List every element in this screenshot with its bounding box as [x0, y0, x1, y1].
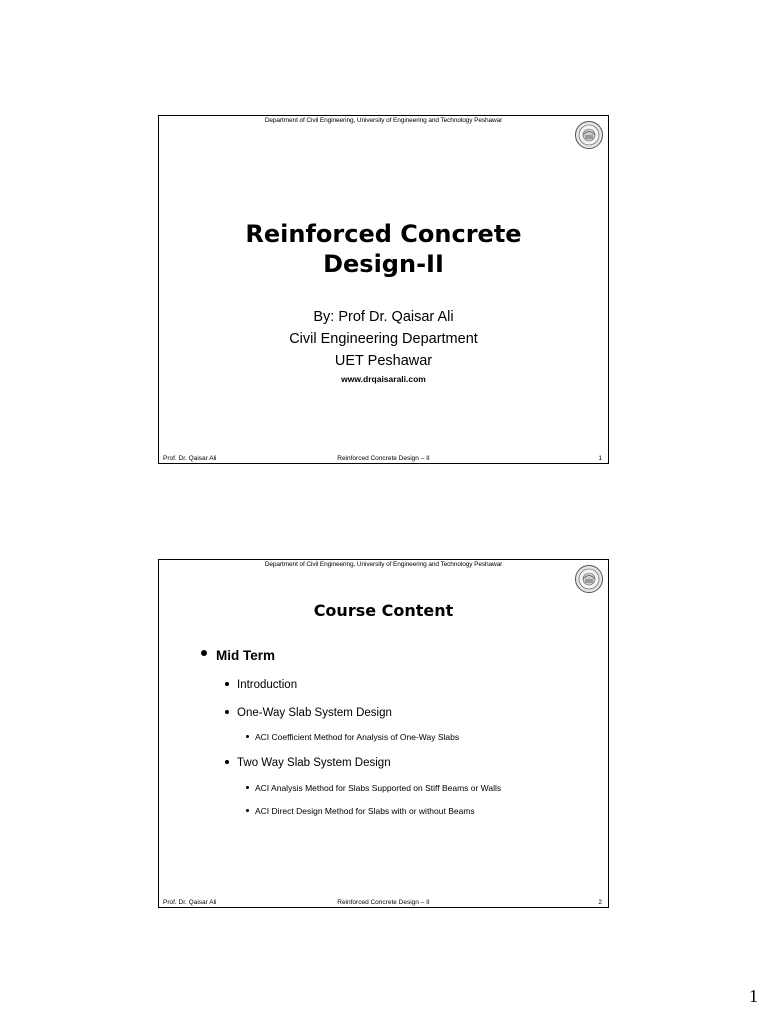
- page-number: 1: [749, 986, 758, 1006]
- university-seal-icon: [574, 564, 604, 594]
- author-department: Civil Engineering Department: [289, 331, 478, 347]
- list-item: One-Way Slab System Design: [225, 707, 392, 719]
- bullet-icon: [246, 809, 249, 812]
- footer-course: Reinforced Concrete Design – II: [337, 455, 430, 462]
- bullet-icon: [225, 710, 229, 714]
- bullet-icon: [225, 760, 229, 764]
- footer-author: Prof. Dr. Qaisar Ali: [163, 455, 217, 462]
- bullet-icon: [246, 735, 249, 738]
- author-block: [159, 306, 608, 372]
- author-name: By: Prof Dr. Qaisar Ali: [313, 309, 454, 325]
- footer-author: Prof. Dr. Qaisar Ali: [163, 899, 217, 906]
- list-item: Mid Term: [201, 648, 275, 663]
- slide-title: Reinforced Concrete Design-II: [245, 220, 522, 278]
- list-item: Introduction: [225, 679, 297, 691]
- list-item: ACI Direct Design Method for Slabs with or without Beams: [246, 806, 475, 816]
- list-item: Two Way Slab System Design: [225, 757, 391, 769]
- university-seal-icon: [574, 120, 604, 150]
- bullet-icon: [225, 682, 229, 686]
- bullet-icon: [246, 786, 249, 789]
- bullet-icon: [201, 650, 207, 656]
- website-text: www.drqaisarali.com: [341, 374, 426, 384]
- author-institution: UET Peshawar: [334, 353, 433, 369]
- slide-title: Course Content: [313, 601, 454, 620]
- slide-header: Department of Civil Engineering, University of Engineering and Technology Peshawar: [264, 561, 503, 568]
- footer-course: Reinforced Concrete Design – II: [337, 899, 430, 906]
- slide-1: [158, 115, 609, 464]
- slide-2: [158, 559, 609, 908]
- slide-number: 1: [598, 455, 602, 462]
- slide-number: 2: [598, 899, 602, 906]
- list-item: ACI Coefficient Method for Analysis of One-Way Slabs: [246, 732, 459, 742]
- slide-header: Department of Civil Engineering, University of Engineering and Technology Peshawar: [264, 117, 503, 124]
- list-item: ACI Analysis Method for Slabs Supported on Stiff Beams or Walls: [246, 783, 501, 793]
